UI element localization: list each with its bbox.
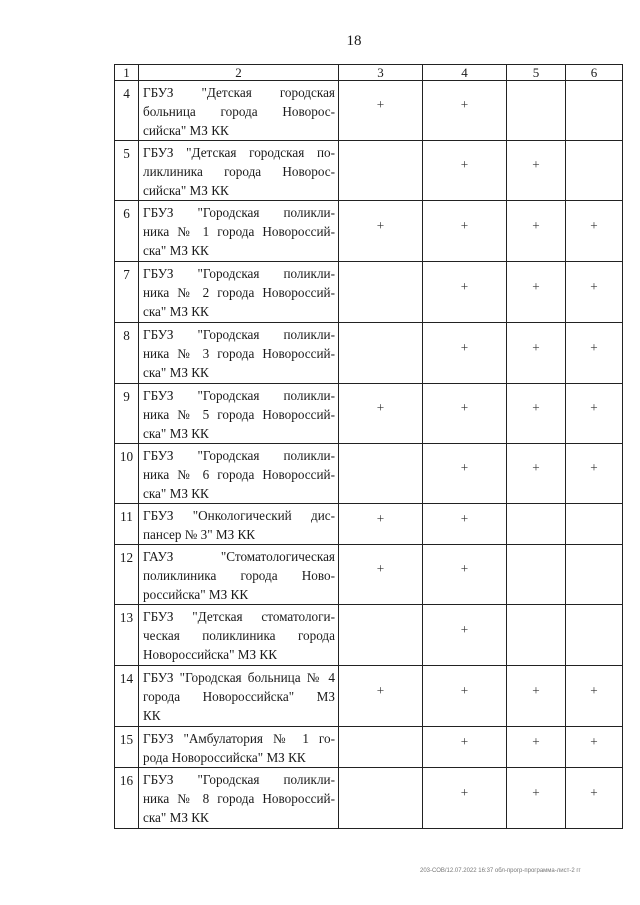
- page-number: 18: [346, 33, 362, 49]
- row-number: 15: [115, 727, 139, 768]
- institution-name-line: ГАУЗ "Стоматологическая: [143, 549, 335, 564]
- table-row: [115, 605, 623, 666]
- data-table: [114, 64, 623, 829]
- mark-cell-col6: [566, 545, 623, 605]
- mark-cell-col3: [339, 262, 423, 323]
- mark-cell-col5: [507, 545, 566, 605]
- mark-cell-col6: [566, 384, 623, 444]
- plus-mark: +: [460, 278, 469, 294]
- plus-mark: +: [590, 400, 598, 415]
- institution-name-line: рода Новороссийска" МЗ КК: [143, 750, 306, 765]
- mark-cell-col4: [423, 201, 507, 262]
- row-number: 16: [115, 768, 139, 829]
- mark-cell-col4: [423, 727, 507, 768]
- mark-cell-col4: [423, 768, 507, 829]
- mark-cell-col6: [566, 201, 623, 262]
- table-row: [115, 81, 623, 141]
- mark-cell-col5: [507, 323, 566, 384]
- mark-cell-col6: [566, 666, 623, 727]
- institution-name: [139, 81, 339, 141]
- institution-name-line: сийска" МЗ КК: [143, 123, 229, 138]
- table-row: [115, 384, 623, 444]
- mark-cell-col5: [507, 504, 566, 545]
- institution-name-line: Новороссийска" МЗ КК: [143, 647, 277, 662]
- mark-cell-col5: [507, 201, 566, 262]
- plus-mark: +: [532, 278, 540, 294]
- mark-cell-col3: [339, 605, 423, 666]
- mark-cell-col6: [566, 504, 623, 545]
- row-number: 7: [115, 262, 139, 323]
- institution-name-line: ГБУЗ "Детская стоматологи-: [143, 609, 335, 624]
- institution-name-line: ника № 1 города Новороссий-: [143, 224, 335, 239]
- plus-mark: +: [532, 400, 540, 415]
- institution-name-line: ГБУЗ "Амбулатория № 1 го-: [143, 731, 335, 746]
- institution-name-line: ника № 8 города Новороссий-: [143, 791, 335, 806]
- institution-name-line: ГБУЗ "Городская поликли-: [143, 772, 335, 787]
- plus-mark: +: [376, 510, 385, 526]
- column-header: 2: [139, 65, 339, 81]
- table-row: [115, 666, 623, 727]
- plus-mark: +: [376, 400, 385, 415]
- plus-mark: +: [460, 621, 469, 637]
- row-number: 5: [115, 141, 139, 201]
- plus-mark: +: [460, 510, 469, 526]
- table-row: [115, 323, 623, 384]
- table-row: [115, 262, 623, 323]
- mark-cell-col3: [339, 727, 423, 768]
- table-body: [115, 65, 623, 829]
- plus-mark: +: [590, 339, 598, 355]
- institution-name-line: ГБУЗ "Городская поликли-: [143, 327, 335, 342]
- institution-name-line: поликлиника города Ново-: [143, 568, 335, 583]
- table-row: [115, 201, 623, 262]
- institution-name-line: ГБУЗ "Городская поликли-: [143, 266, 335, 281]
- plus-mark: +: [590, 784, 598, 800]
- institution-name-line: ликлиника города Новорос-: [143, 164, 335, 179]
- mark-cell-col4: [423, 81, 507, 141]
- institution-name-line: ска" МЗ КК: [143, 243, 209, 258]
- institution-name-line: ска" МЗ КК: [143, 304, 209, 319]
- table-row: [115, 141, 623, 201]
- institution-name-line: ска" МЗ КК: [143, 486, 209, 501]
- plus-mark: +: [532, 682, 540, 698]
- institution-name-line: ГБУЗ "Онкологический дис-: [143, 508, 335, 523]
- row-number: 10: [115, 444, 139, 504]
- plus-mark: +: [590, 217, 598, 233]
- mark-cell-col6: [566, 141, 623, 201]
- mark-cell-col6: [566, 81, 623, 141]
- mark-cell-col3: [339, 666, 423, 727]
- institution-name: [139, 384, 339, 444]
- institution-name-line: ника № 3 города Новороссий-: [143, 346, 335, 361]
- plus-mark: +: [460, 733, 469, 749]
- mark-cell-col5: [507, 262, 566, 323]
- mark-cell-col4: [423, 323, 507, 384]
- mark-cell-col5: [507, 141, 566, 201]
- mark-cell-col4: [423, 444, 507, 504]
- plus-mark: +: [460, 339, 469, 355]
- institution-name: [139, 666, 339, 727]
- column-header: 4: [423, 65, 507, 81]
- mark-cell-col4: [423, 141, 507, 201]
- institution-name-line: ГБУЗ "Детская городская по-: [143, 145, 335, 160]
- mark-cell-col5: [507, 605, 566, 666]
- institution-name: [139, 504, 339, 545]
- institution-name: [139, 545, 339, 605]
- mark-cell-col4: [423, 504, 507, 545]
- plus-mark: +: [460, 784, 469, 800]
- plus-mark: +: [376, 217, 385, 233]
- institution-name-line: ГБУЗ "Детская городская: [143, 85, 335, 100]
- mark-cell-col4: [423, 262, 507, 323]
- plus-mark: +: [532, 733, 540, 749]
- institution-name-line: российска" МЗ КК: [143, 587, 249, 602]
- column-header: 3: [339, 65, 423, 81]
- institution-name-line: ска" МЗ КК: [143, 365, 209, 380]
- mark-cell-col6: [566, 444, 623, 504]
- mark-cell-col3: [339, 545, 423, 605]
- plus-mark: +: [460, 561, 469, 576]
- column-header: 1: [115, 65, 139, 81]
- mark-cell-col3: [339, 504, 423, 545]
- plus-mark: +: [460, 97, 469, 112]
- institution-name: [139, 444, 339, 504]
- mark-cell-col6: [566, 605, 623, 666]
- footer-stamp: 203-СОВ/12.07.2022 16:37 обл-прогр-программа-лист-2 гг: [420, 868, 581, 874]
- plus-mark: +: [460, 217, 469, 233]
- institution-name-line: пансер № 3" МЗ КК: [143, 527, 256, 542]
- plus-mark: +: [532, 157, 540, 172]
- mark-cell-col5: [507, 444, 566, 504]
- plus-mark: +: [460, 400, 469, 415]
- mark-cell-col5: [507, 768, 566, 829]
- institution-name-line: города Новороссийска" МЗ: [143, 689, 335, 704]
- column-header: 5: [507, 65, 566, 81]
- row-number: 9: [115, 384, 139, 444]
- table-row: [115, 727, 623, 768]
- row-number: 8: [115, 323, 139, 384]
- institution-name-line: ска" МЗ КК: [143, 426, 209, 441]
- mark-cell-col3: [339, 81, 423, 141]
- institution-name-line: ГБУЗ "Городская поликли-: [143, 448, 335, 463]
- institution-name-line: ческая поликлиника города: [143, 628, 335, 643]
- plus-mark: +: [590, 733, 598, 749]
- institution-name-line: больница города Новорос-: [143, 104, 335, 119]
- institution-name-line: ника № 2 города Новороссий-: [143, 285, 335, 300]
- mark-cell-col4: [423, 545, 507, 605]
- row-number: 6: [115, 201, 139, 262]
- mark-cell-col5: [507, 727, 566, 768]
- mark-cell-col5: [507, 666, 566, 727]
- institution-name: [139, 323, 339, 384]
- table-header-row: [115, 65, 623, 81]
- mark-cell-col3: [339, 141, 423, 201]
- institution-name: [139, 727, 339, 768]
- plus-mark: +: [460, 157, 469, 172]
- column-header: 6: [566, 65, 623, 81]
- mark-cell-col6: [566, 768, 623, 829]
- institution-name-line: ГБУЗ "Городская больница № 4: [143, 670, 335, 685]
- plus-mark: +: [532, 460, 540, 475]
- row-number: 11: [115, 504, 139, 545]
- institution-name: [139, 262, 339, 323]
- plus-mark: +: [532, 217, 540, 233]
- institution-name: [139, 201, 339, 262]
- plus-mark: +: [532, 784, 540, 800]
- mark-cell-col3: [339, 384, 423, 444]
- plus-mark: +: [460, 460, 469, 475]
- row-number: 12: [115, 545, 139, 605]
- mark-cell-col5: [507, 384, 566, 444]
- mark-cell-col5: [507, 81, 566, 141]
- mark-cell-col4: [423, 384, 507, 444]
- institution-name-line: ника № 6 города Новороссий-: [143, 467, 335, 482]
- row-number: 4: [115, 81, 139, 141]
- mark-cell-col4: [423, 605, 507, 666]
- mark-cell-col3: [339, 444, 423, 504]
- plus-mark: +: [532, 339, 540, 355]
- institution-name: [139, 768, 339, 829]
- plus-mark: +: [590, 278, 598, 294]
- institution-name-line: ска" МЗ КК: [143, 810, 209, 825]
- institution-name-line: ГБУЗ "Городская поликли-: [143, 205, 335, 220]
- plus-mark: +: [460, 682, 469, 698]
- table-row: [115, 504, 623, 545]
- mark-cell-col6: [566, 727, 623, 768]
- table-row: [115, 545, 623, 605]
- mark-cell-col4: [423, 666, 507, 727]
- plus-mark: +: [376, 682, 385, 698]
- institution-name-line: сийска" МЗ КК: [143, 183, 229, 198]
- institution-name-line: ГБУЗ "Городская поликли-: [143, 388, 335, 403]
- table-row: [115, 444, 623, 504]
- mark-cell-col3: [339, 323, 423, 384]
- table-row: [115, 768, 623, 829]
- plus-mark: +: [590, 460, 598, 475]
- mark-cell-col6: [566, 262, 623, 323]
- row-number: 14: [115, 666, 139, 727]
- mark-cell-col3: [339, 201, 423, 262]
- institution-name: [139, 605, 339, 666]
- plus-mark: +: [376, 561, 385, 576]
- institution-name-line: ника № 5 города Новороссий-: [143, 407, 335, 422]
- plus-mark: +: [590, 682, 598, 698]
- mark-cell-col6: [566, 323, 623, 384]
- row-number: 13: [115, 605, 139, 666]
- institution-name-line: КК: [143, 708, 161, 723]
- plus-mark: +: [376, 97, 385, 112]
- institution-name: [139, 141, 339, 201]
- mark-cell-col3: [339, 768, 423, 829]
